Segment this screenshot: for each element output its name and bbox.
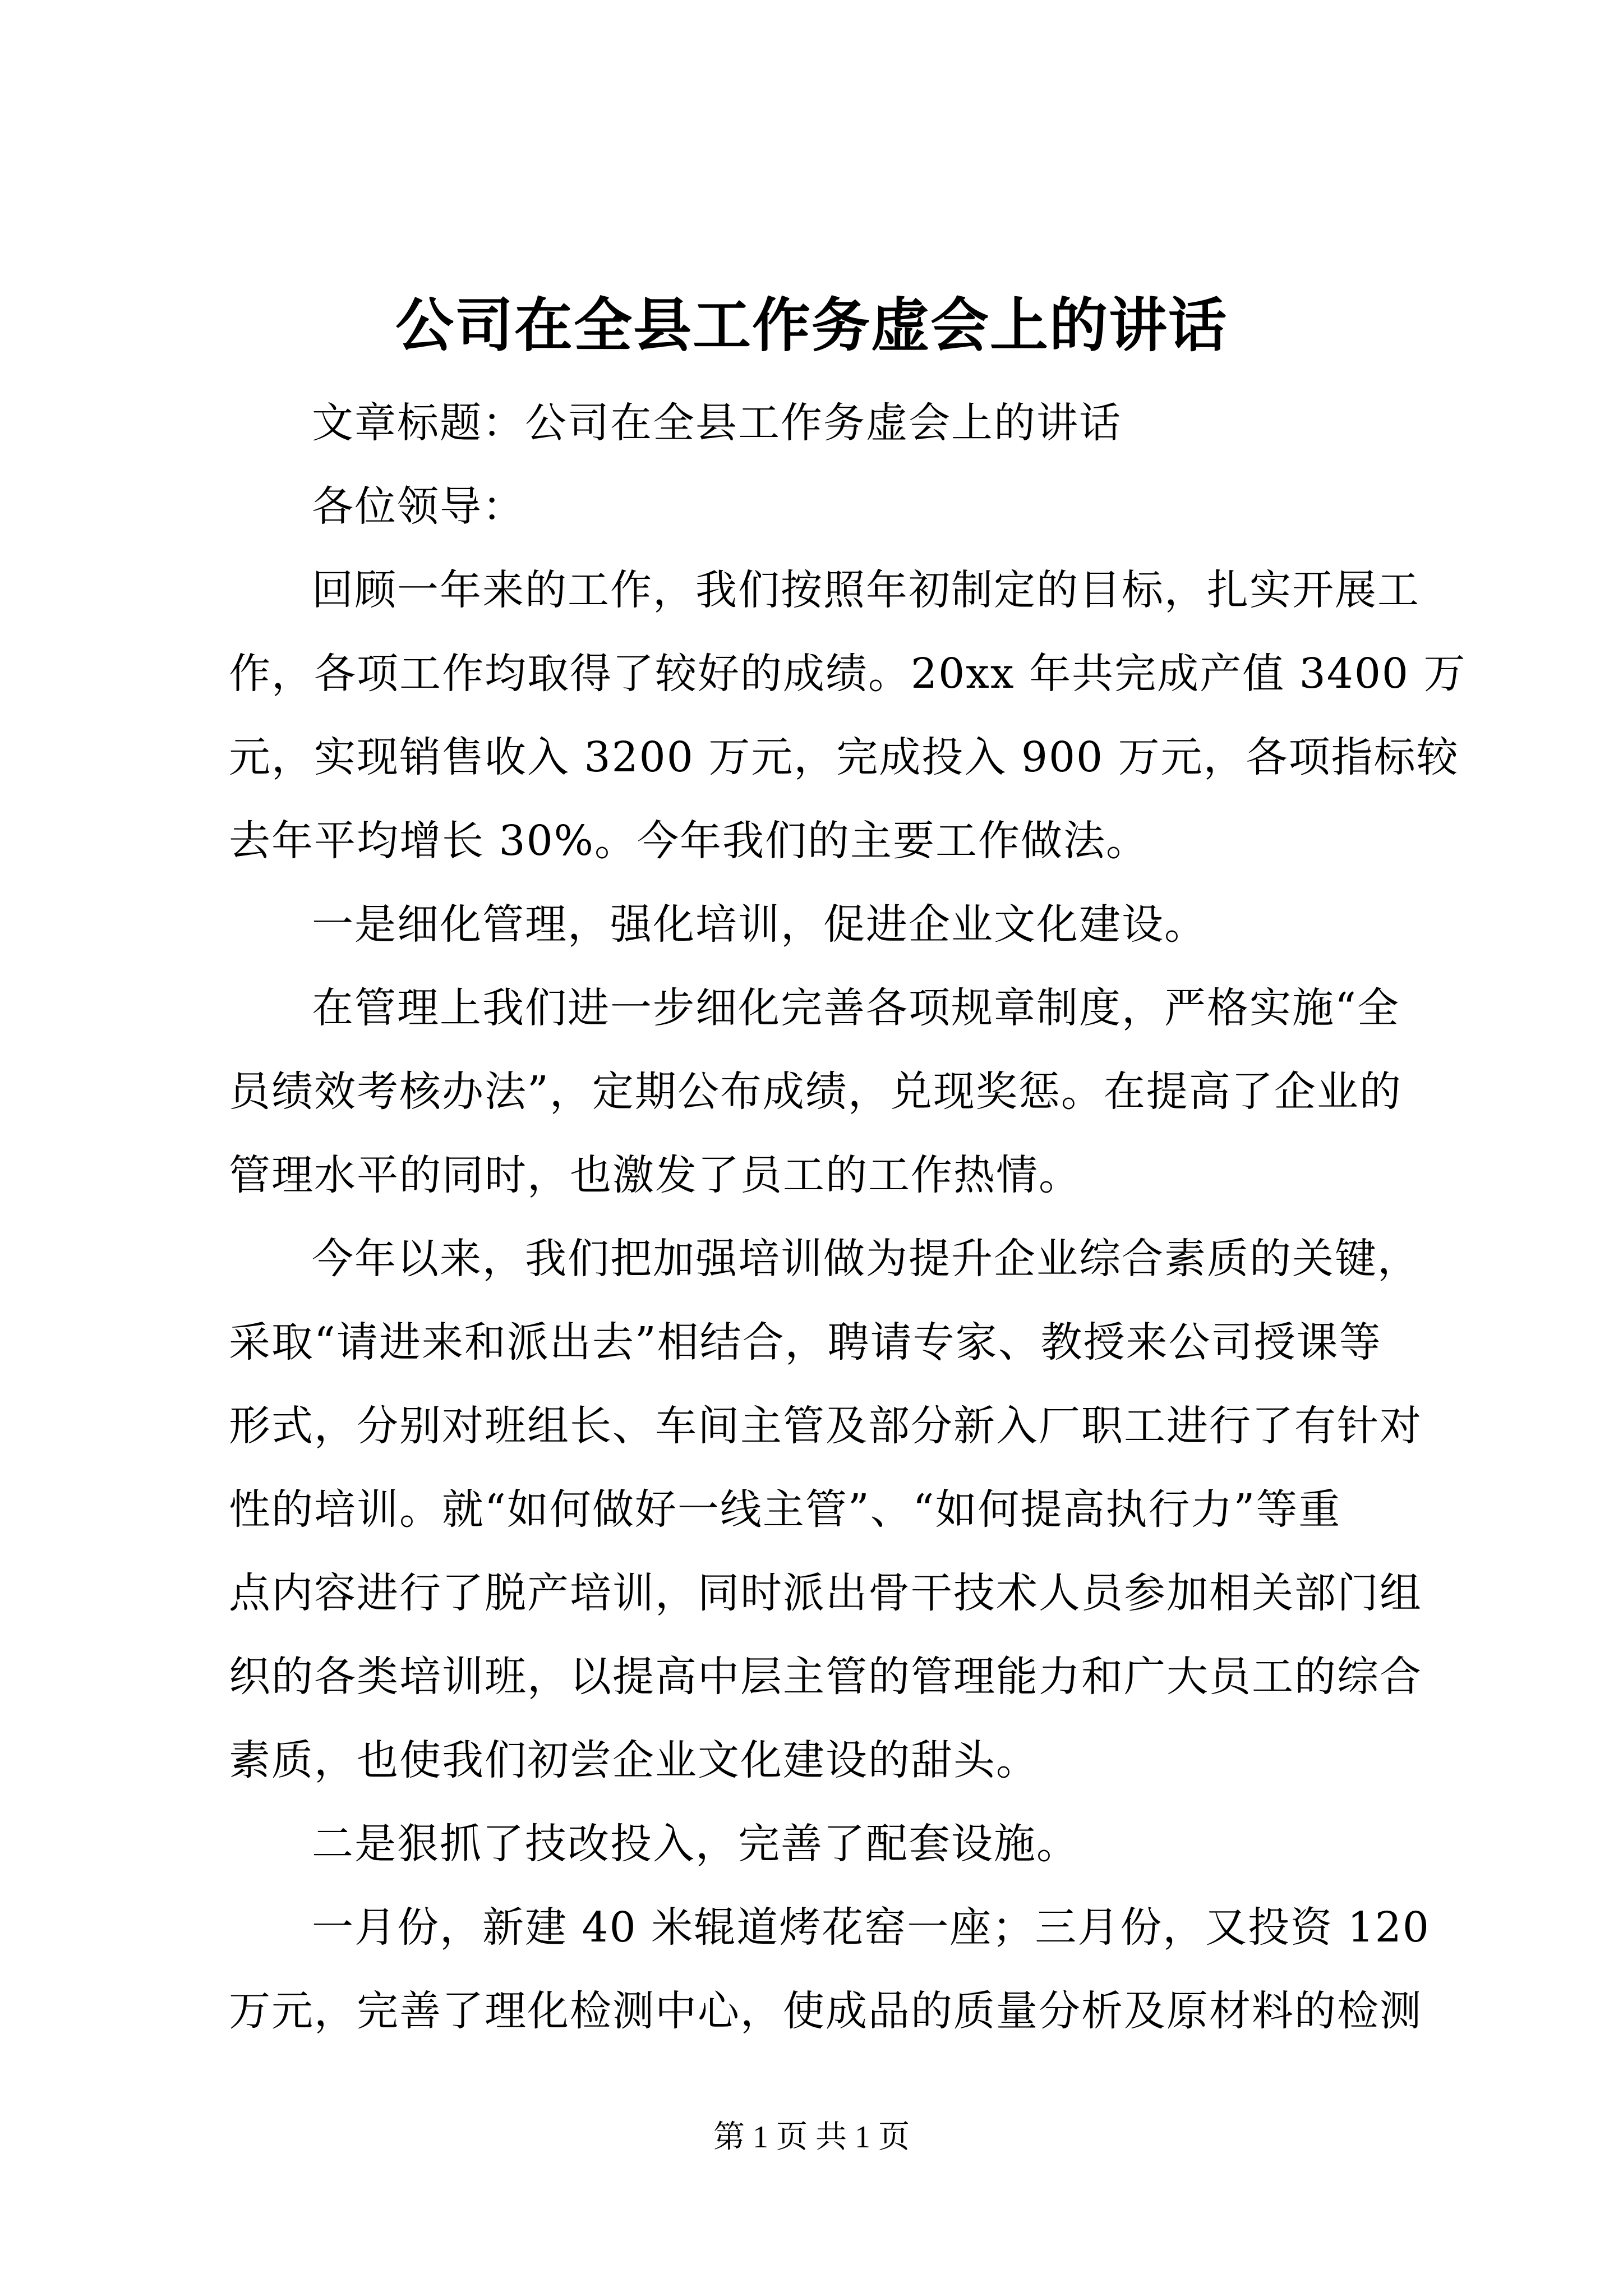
paragraph: [229, 883, 1423, 967]
paragraph-line: 文章标题：公司在全县工作务虚会上的讲话: [312, 399, 1122, 447]
paragraph-line: 一月份，新建 40 米辊道烤花窑一座；三月份，又投资 120: [312, 1903, 1430, 1952]
paragraph-line: 管理水平的同时，也激发了员工的工作热情。: [229, 1151, 1081, 1199]
paragraph: [229, 465, 1423, 549]
paragraph-line: 作，各项工作均取得了较好的成绩。20xx 年共完成产值 3400 万: [229, 650, 1467, 698]
document-title: 公司在全县工作务虚会上的讲话: [395, 291, 1228, 360]
paragraph-line: 形式，分别对班组长、车间主管及部分新入厂职工进行了有针对: [229, 1402, 1422, 1450]
paragraph: [229, 967, 1423, 1217]
paragraph-line: 回顾一年来的工作，我们按照年初制定的目标，扎实开展工: [312, 566, 1420, 614]
paragraph-line: 织的各类培训班，以提高中层主管的管理能力和广大员工的综合: [229, 1653, 1422, 1701]
paragraph-line: 二是狠抓了技改投入，完善了配套设施。: [312, 1820, 1079, 1868]
paragraph-line: 点内容进行了脱产培训，同时派出骨干技术人员参加相关部门组: [229, 1569, 1422, 1617]
paragraph: [229, 549, 1467, 883]
paragraph-line: 员绩效考核办法”，定期公布成绩，兑现奖惩。在提高了企业的: [229, 1068, 1402, 1116]
paragraph: [229, 1802, 1423, 1886]
paragraph-line: 性的培训。就“如何做好一线主管”、“如何提高执行力”等重: [229, 1485, 1341, 1534]
paragraph-line: 素质，也使我们初尝企业文化建设的甜头。: [229, 1736, 1039, 1784]
paragraph-line: 一是细化管理，强化培训，促进企业文化建设。: [312, 900, 1207, 949]
paragraph-line: 采取“请进来和派出去”相结合，聘请专家、教授来公司授课等: [229, 1318, 1382, 1366]
paragraph-line: 各位领导：: [312, 482, 525, 531]
paragraph-line: 元，实现销售收入 3200 万元，完成投入 900 万元，各项指标较: [229, 733, 1459, 781]
paragraph: [229, 1886, 1430, 2053]
paragraph-line: 今年以来，我们把加强培训做为提升企业综合素质的关键，: [312, 1235, 1420, 1283]
page-footer: 第 1 页 共 1 页: [713, 2120, 910, 2155]
paragraph-line: 去年平均增长 30%。今年我们的主要工作做法。: [229, 817, 1149, 865]
paragraph-line: 在管理上我们进一步细化完善各项规章制度，严格实施“全: [312, 984, 1400, 1032]
paragraph: [229, 1217, 1423, 1802]
paragraph-line: 万元，完善了理化检测中心，使成品的质量分析及原材料的检测: [229, 1987, 1422, 2035]
document-body: [229, 381, 1467, 2053]
paragraph: [229, 381, 1423, 465]
